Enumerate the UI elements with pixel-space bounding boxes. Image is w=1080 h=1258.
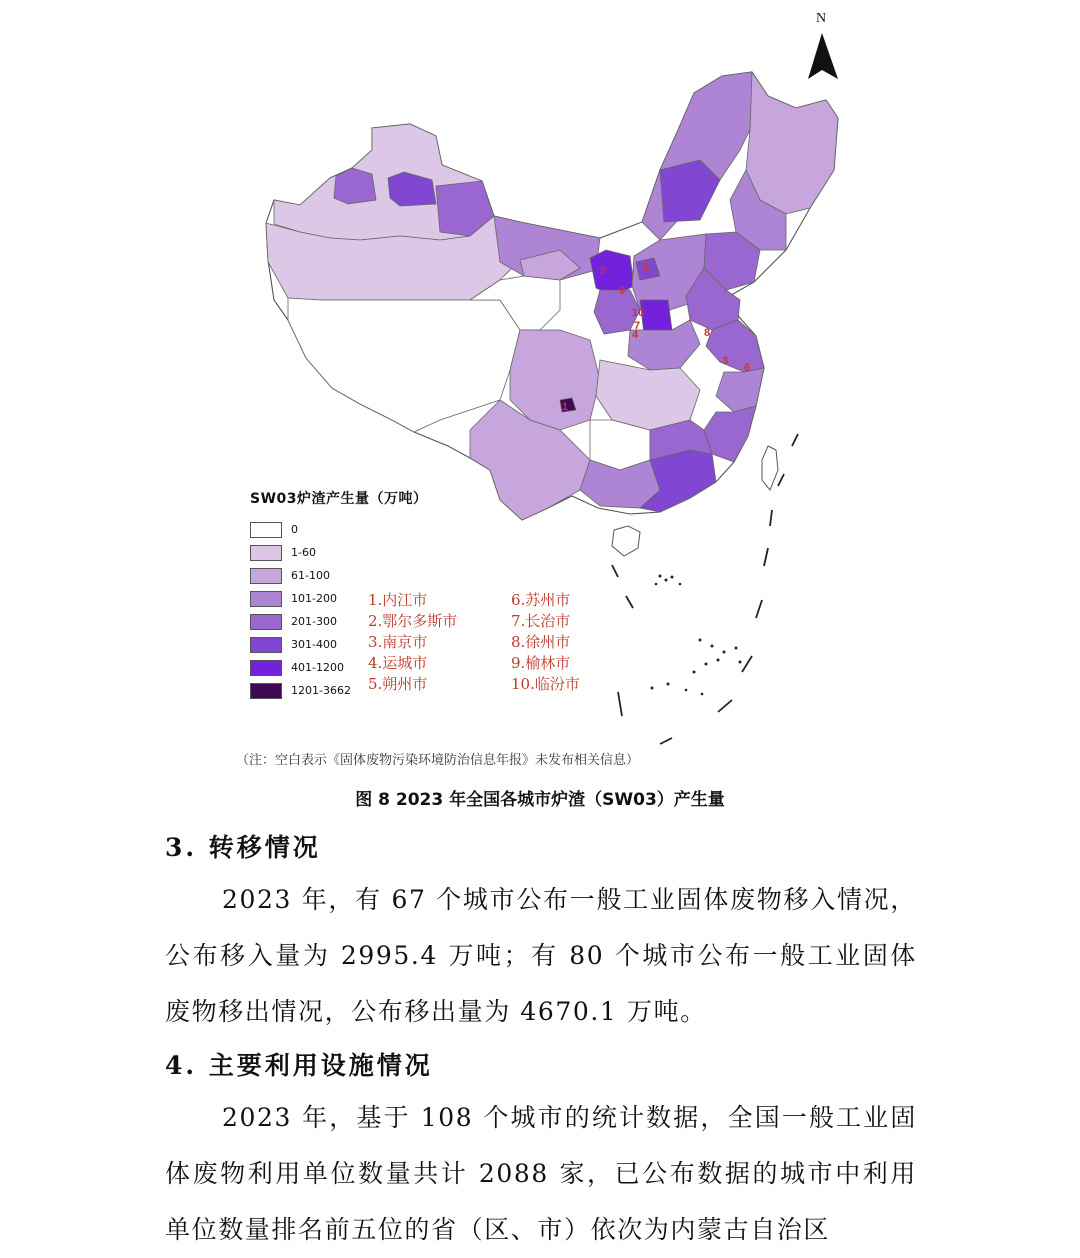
city-list: [368, 589, 628, 699]
legend-label: 0: [291, 523, 298, 536]
section-heading-facilities: 4. 主要利用设施情况: [165, 1051, 433, 1080]
region-guizhou: [590, 420, 650, 470]
city-marker: 9: [619, 285, 626, 297]
legend-swatch: [250, 683, 282, 699]
legend-title: SW03炉渣产生量（万吨）: [250, 491, 428, 507]
city-marker: 8: [704, 327, 711, 339]
city-marker: 7: [634, 320, 641, 332]
city-marker: 5: [643, 262, 650, 274]
north-label: N: [816, 11, 827, 26]
north-arrow-icon: [808, 33, 838, 79]
city-marker: 3: [722, 355, 729, 367]
legend-swatch: [250, 568, 282, 584]
legend-swatch: [250, 614, 282, 630]
legend-label: 201-300: [291, 615, 337, 628]
legend-label: 101-200: [291, 592, 337, 605]
city-list-item: 4.运城市: [368, 654, 428, 672]
city-list-item: 5.朔州市: [368, 675, 428, 693]
city-list-item: 6.苏州市: [511, 591, 571, 609]
legend-item: [250, 564, 590, 587]
city-list-item: 9.榆林市: [511, 654, 571, 672]
city-marker: 2: [600, 265, 607, 277]
legend-label: 1201-3662: [291, 684, 351, 697]
legend-swatch: [250, 591, 282, 607]
section-heading-transfer: 3. 转移情况: [165, 833, 321, 862]
legend-swatch: [250, 637, 282, 653]
hainan-island: [612, 526, 640, 556]
legend-label: 301-400: [291, 638, 337, 651]
city-list-item: 8.徐州市: [511, 633, 571, 651]
city-list-item: 10.临汾市: [511, 675, 580, 693]
city-list-item: 2.鄂尔多斯市: [368, 612, 458, 630]
region-shanxi-south: [640, 300, 672, 334]
legend-label: 401-1200: [291, 661, 344, 674]
islets: [651, 575, 742, 696]
city-marker: 1: [562, 401, 569, 413]
region-heilongjiang: [746, 72, 838, 214]
city-list-item: 3.南京市: [368, 633, 428, 651]
legend-item: [250, 541, 590, 564]
city-list-item: 1.内江市: [368, 591, 428, 609]
legend-item: [250, 518, 590, 541]
figure-caption: 图 8 2023 年全国各城市炉渣（SW03）产生量: [355, 790, 725, 810]
taiwan-island: [762, 446, 778, 490]
section-paragraph-facilities: 2023 年，基于 108 个城市的统计数据，全国一般工业固体废物利用单位数量共计 2088 家，已公布数据的城市中利用单位数量排名前五位的省（区、市）依次为内蒙古自治区: [165, 1103, 917, 1244]
city-marker: 4: [632, 329, 639, 341]
legend-swatch: [250, 522, 282, 538]
legend-label: 61-100: [291, 569, 330, 582]
city-marker: 6: [744, 362, 751, 374]
legend-swatch: [250, 660, 282, 676]
legend-swatch: [250, 545, 282, 561]
section-paragraph-transfer: 2023 年，有 67 个城市公布一般工业固体废物移入情况，公布移入量为 2995.4 万吨；有 80 个城市公布一般工业固体废物移出情况，公布移出量为 4670.1 万吨。: [165, 885, 917, 1026]
map-note: （注：空白表示《固体废物污染环境防治信息年报》未发布相关信息）: [236, 753, 640, 768]
map-regions: [266, 72, 838, 520]
legend-label: 1-60: [291, 546, 316, 559]
city-list-item: 7.长治市: [511, 612, 571, 630]
city-marker: 10: [632, 307, 645, 319]
